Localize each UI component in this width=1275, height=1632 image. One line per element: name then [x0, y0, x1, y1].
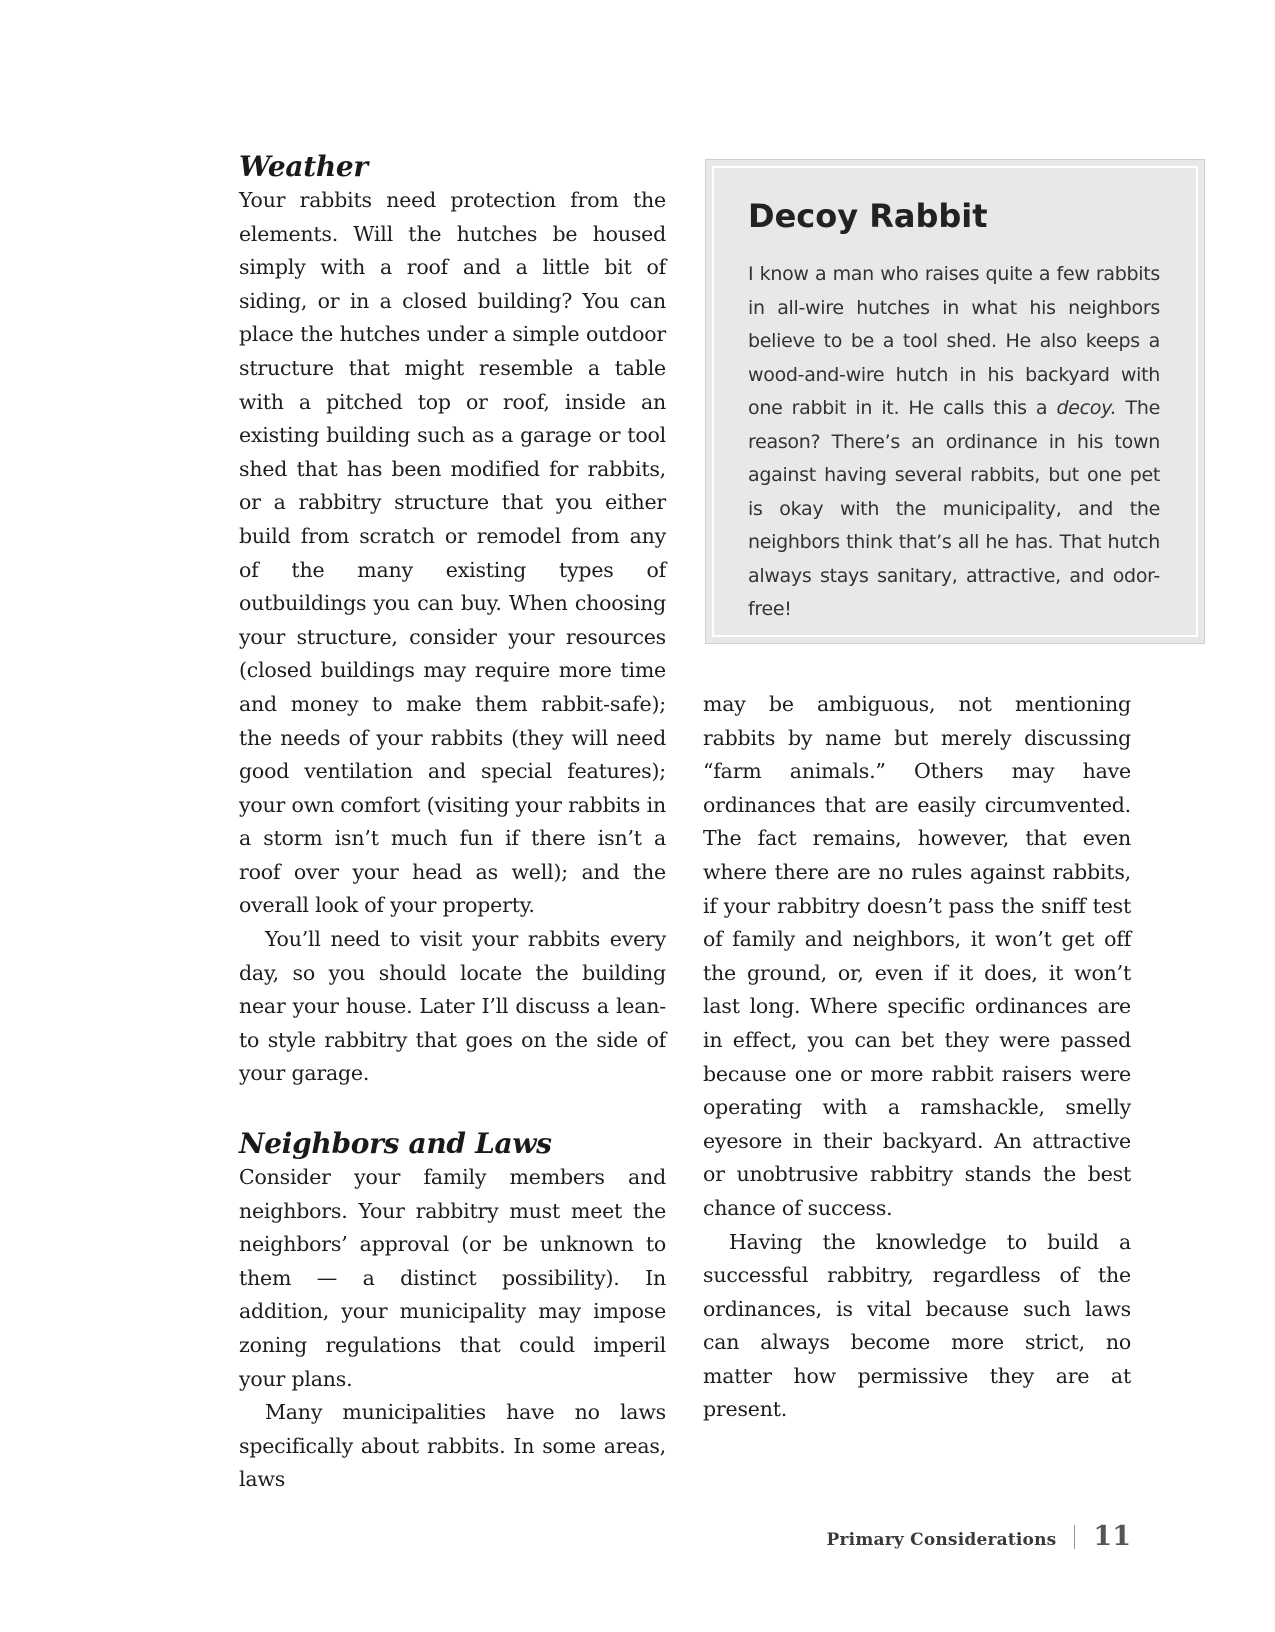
weather-paragraph-1: Your rabbits need protection from the elements. Will the hutches be housed simply with a roof and a little bit of siding, or in a closed building? You can place the hutches under a simple outdoor structure that might resemble a table with a pitched top or roof, inside an existing building such as a garage or tool shed that has been modified for rabbits, or a rabbitry structure that you either build from scratch or remodel from any of the many existing types of outbuildings you can buy. When choosing your structure, consider your resources (closed buildings may require more time and money to make them rabbit-safe); the needs of your rabbits (they will need good ventilation and special features); your own comfort (visiting your rabbits in a storm isn’t much fun if there isn’t a roof over your head as well); and the overall look of your property. — [239, 188, 666, 918]
knowledge-paragraph: Having the knowledge to build a successful rabbitry, regardless of the ordinances, is vital because such laws can always become more strict, no matter how permissive they are at present. — [703, 1229, 1131, 1422]
sidebar-body-emphasis: decoy. — [1056, 397, 1117, 419]
weather-heading: Weather — [239, 150, 368, 183]
sidebar-body-text-1: I know a man who raises quite a few rabbits in all-wire hutches in what his neighbors believe to be a tool shed. He also keeps a wood-and-wire hutch in his backyard with one rabbit in it. He calls this a — [748, 263, 1160, 419]
right-column — [703, 688, 1131, 1427]
weather-paragraph-2: You’ll need to visit your rabbits every day, so you should locate the building near your house. Later I’ll discuss a lean-to style rabbitry that goes on the side of your garage. — [239, 927, 666, 1086]
laws-paragraph-continued: may be ambiguous, not mentioning rabbits by name but merely discussing “farm animals.” Others may have ordinances that are easily circumvented. The fact remains, however, that even where there are no rules against rabbits, if your rabbitry doesn’t pass the sniff test of family and neighbors, it won’t get off the ground, or, even if it does, it won’t last long. Where specific ordinances are in effect, you can bet they were passed because one or more rabbit raisers were operating with a ramshackle, smelly eyesore in their backyard. An attractive or unobtrusive rabbitry stands the best chance of success. — [703, 692, 1131, 1220]
sidebar-body — [748, 258, 1160, 627]
sidebar-title: Decoy Rabbit — [748, 197, 988, 235]
running-head: Primary Considerations — [826, 1530, 1057, 1550]
footer-divider — [1074, 1525, 1075, 1549]
neighbors-heading: Neighbors and Laws — [239, 1127, 552, 1161]
page-number: 11 — [1093, 1521, 1131, 1552]
left-column — [239, 150, 666, 1497]
sidebar-body-text-2: The reason? There’s an ordinance in his town against having several rabbits, but one pet is okay with the municipality, and the neighbors think that’s all he has. That hutch always stays sanitary, attractive, and odor-free! — [748, 397, 1160, 620]
page-footer — [827, 1521, 1131, 1552]
decoy-rabbit-sidebar — [705, 159, 1205, 644]
neighbors-paragraph-1: Consider your family members and neighbors. Your rabbitry must meet the neighbors’ approval (or be unknown to them — a distinct possibility). In addition, your municipality may impose zoning regulations that could imperil your plans. — [239, 1165, 666, 1391]
section-spacer — [239, 1091, 666, 1127]
neighbors-paragraph-2: Many municipalities have no laws specifically about rabbits. In some areas, laws — [239, 1400, 666, 1492]
